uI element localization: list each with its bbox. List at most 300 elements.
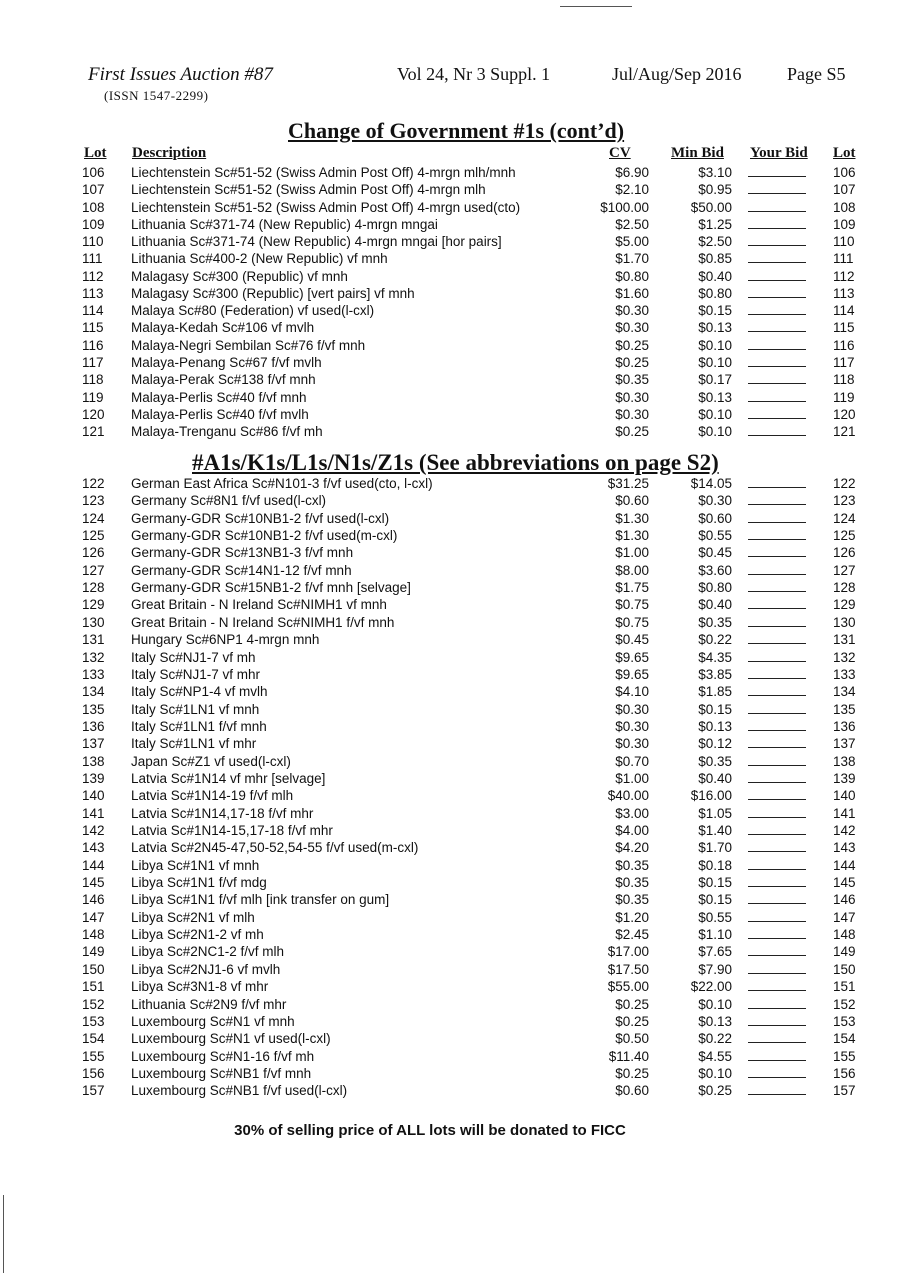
lot-number-right: 133 [833, 666, 856, 682]
lot-row [0, 701, 900, 718]
catalog-value: $0.30 [615, 303, 649, 319]
catalog-value: $1.70 [615, 251, 649, 267]
lot-number-right: 154 [833, 1031, 856, 1047]
your-bid-field[interactable] [748, 406, 806, 419]
your-bid-field[interactable] [748, 891, 806, 904]
lot-row [0, 562, 900, 579]
lot-number-right: 149 [833, 944, 856, 960]
minimum-bid: $0.55 [698, 528, 732, 544]
your-bid-field[interactable] [748, 527, 806, 540]
lot-description: Italy Sc#1LN1 vf mnh [131, 701, 260, 717]
minimum-bid: $0.15 [698, 875, 732, 891]
lot-number: 109 [82, 216, 105, 232]
lot-row [0, 631, 900, 648]
lot-description: Italy Sc#NJ1-7 vf mh [131, 649, 256, 665]
issue-date: Jul/Aug/Sep 2016 [612, 64, 742, 84]
lot-description: Germany-GDR Sc#15NB1-2 f/vf mnh [selvage] [131, 580, 411, 596]
lot-number-right: 110 [833, 234, 855, 250]
lot-row [0, 666, 900, 683]
lot-row [0, 544, 900, 561]
lot-description: Great Britain - N Ireland Sc#NIMH1 vf mnh [131, 597, 387, 613]
lot-description: Malaya-Kedah Sc#106 vf mvlh [131, 320, 315, 336]
your-bid-field[interactable] [748, 302, 806, 315]
your-bid-field[interactable] [748, 961, 806, 974]
column-header-description: Description [132, 145, 207, 161]
your-bid-field[interactable] [748, 787, 806, 800]
catalog-value: $1.30 [615, 528, 649, 544]
lot-number: 123 [82, 493, 105, 509]
lot-row [0, 805, 900, 822]
lot-number: 129 [82, 597, 105, 613]
lot-number: 121 [82, 424, 105, 440]
minimum-bid: $0.60 [698, 510, 732, 526]
lot-description: Italy Sc#NJ1-7 vf mhr [131, 666, 261, 682]
minimum-bid: $0.80 [698, 285, 732, 301]
lot-number-right: 108 [833, 199, 856, 215]
lot-number-right: 139 [833, 770, 856, 786]
lot-number: 140 [82, 788, 105, 804]
lot-number: 143 [82, 840, 105, 856]
lot-number: 136 [82, 718, 105, 734]
minimum-bid: $0.13 [698, 320, 732, 336]
lot-description: Libya Sc#1N1 f/vf mdg [131, 875, 267, 891]
lot-row [0, 909, 900, 926]
lot-description: Lithuania Sc#371-74 (New Republic) 4-mrgn mngai [131, 216, 438, 232]
lot-description: Latvia Sc#2N45-47,50-52,54-55 f/vf used(m-cxl) [131, 840, 419, 856]
minimum-bid: $0.10 [698, 424, 732, 440]
minimum-bid: $0.25 [698, 1083, 732, 1099]
lot-description: Luxembourg Sc#N1 vf used(l-cxl) [131, 1031, 331, 1047]
catalog-value: $0.50 [615, 1031, 649, 1047]
lot-row [0, 216, 900, 233]
minimum-bid: $50.00 [690, 199, 732, 215]
your-bid-field[interactable] [748, 164, 806, 177]
lot-number: 149 [82, 944, 105, 960]
lot-number-right: 112 [833, 268, 855, 284]
lot-number: 119 [82, 389, 104, 405]
edge-rule [3, 1195, 4, 1273]
lot-number: 150 [82, 961, 105, 977]
your-bid-field[interactable] [748, 943, 806, 956]
your-bid-field[interactable] [748, 354, 806, 367]
lot-row [0, 389, 900, 406]
lot-number-right: 148 [833, 927, 856, 943]
your-bid-field[interactable] [748, 319, 806, 332]
lot-number: 137 [82, 736, 105, 752]
lot-description: Germany-GDR Sc#14N1-12 f/vf mnh [131, 562, 352, 578]
catalog-value: $0.35 [615, 857, 649, 873]
minimum-bid: $22.00 [690, 979, 732, 995]
minimum-bid: $0.15 [698, 892, 732, 908]
catalog-value: $11.40 [608, 1048, 649, 1064]
lot-row [0, 978, 900, 995]
column-header-min-bid: Min Bid [671, 145, 724, 161]
your-bid-field[interactable] [748, 562, 806, 575]
your-bid-field[interactable] [748, 1065, 806, 1078]
lot-number-right: 137 [833, 736, 856, 752]
lot-row [0, 250, 900, 267]
lot-number-right: 109 [833, 216, 856, 232]
catalog-value: $0.25 [615, 337, 649, 353]
your-bid-field[interactable] [748, 268, 806, 281]
lot-description: Great Britain - N Ireland Sc#NIMH1 f/vf mnh [131, 614, 395, 630]
lot-row [0, 337, 900, 354]
your-bid-field[interactable] [748, 371, 806, 384]
lot-row [0, 319, 900, 336]
lot-number-right: 141 [833, 805, 856, 821]
catalog-value: $1.60 [615, 285, 649, 301]
lot-description: Libya Sc#2NC1-2 f/vf mlh [131, 944, 285, 960]
lot-description: Liechtenstein Sc#51-52 (Swiss Admin Post Off) 4-mrgn mlh [131, 182, 486, 198]
issn-label: (ISSN 1547-2299) [104, 88, 209, 103]
your-bid-field[interactable] [748, 579, 806, 592]
your-bid-field[interactable] [748, 1082, 806, 1095]
lot-description: Malagasy Sc#300 (Republic) [vert pairs] vf mnh [131, 285, 415, 301]
minimum-bid: $0.12 [698, 736, 732, 752]
catalog-value: $1.75 [615, 580, 649, 596]
catalog-value: $0.30 [615, 406, 649, 422]
your-bid-field[interactable] [748, 389, 806, 402]
catalog-value: $1.00 [615, 545, 649, 561]
catalog-value: $5.00 [615, 234, 649, 250]
lot-description: Germany-GDR Sc#13NB1-3 f/vf mnh [131, 545, 354, 561]
catalog-value: $0.25 [615, 996, 649, 1012]
lot-row [0, 1030, 900, 1047]
catalog-value: $0.30 [615, 320, 649, 336]
minimum-bid: $1.10 [698, 927, 732, 943]
catalog-value: $8.00 [615, 562, 649, 578]
minimum-bid: $0.15 [698, 701, 732, 717]
lot-row [0, 943, 900, 960]
lot-row [0, 406, 900, 423]
your-bid-field[interactable] [748, 544, 806, 557]
minimum-bid: $0.35 [698, 614, 732, 630]
lot-description: Latvia Sc#1N14-19 f/vf mlh [131, 788, 294, 804]
lot-description: Germany-GDR Sc#10NB1-2 f/vf used(l-cxl) [131, 510, 390, 526]
lot-number: 154 [82, 1031, 105, 1047]
lot-number-right: 107 [833, 182, 856, 198]
lot-number: 135 [82, 701, 105, 717]
your-bid-field[interactable] [748, 701, 806, 714]
lot-number: 116 [82, 337, 104, 353]
lot-number: 131 [82, 632, 105, 648]
catalog-value: $3.00 [615, 805, 649, 821]
your-bid-field[interactable] [748, 510, 806, 523]
catalog-value: $0.25 [615, 1013, 649, 1029]
lot-description: German East Africa Sc#N101-3 f/vf used(cto, l-cxl) [131, 476, 433, 491]
catalog-value: $6.90 [615, 165, 649, 180]
your-bid-field[interactable] [748, 216, 806, 229]
your-bid-field[interactable] [748, 250, 806, 263]
catalog-value: $0.30 [615, 736, 649, 752]
your-bid-field[interactable] [748, 996, 806, 1009]
lot-number: 151 [82, 979, 105, 995]
lot-number-right: 140 [833, 788, 856, 804]
catalog-value: $0.35 [615, 875, 649, 891]
lot-description: Libya Sc#2N1 vf mlh [131, 909, 255, 925]
lot-number-right: 120 [833, 406, 856, 422]
lot-number-right: 134 [833, 684, 856, 700]
catalog-value: $9.65 [615, 666, 649, 682]
catalog-value: $0.35 [615, 372, 649, 388]
section-title-change-of-government: Change of Government #1s (cont’d) [288, 118, 625, 143]
lot-number: 113 [82, 285, 104, 301]
lot-description: Liechtenstein Sc#51-52 (Swiss Admin Post Off) 4-mrgn used(cto) [131, 199, 521, 215]
your-bid-field[interactable] [748, 181, 806, 194]
minimum-bid: $4.55 [698, 1048, 732, 1064]
your-bid-field[interactable] [748, 718, 806, 731]
catalog-value: $0.70 [615, 753, 649, 769]
minimum-bid: $0.55 [698, 909, 732, 925]
catalog-value: $17.00 [607, 944, 649, 960]
your-bid-field[interactable] [748, 233, 806, 246]
lot-row [0, 649, 900, 666]
column-header-lot-right: Lot [833, 145, 856, 161]
lot-row [0, 1013, 900, 1030]
lot-description: Libya Sc#2NJ1-6 vf mvlh [131, 961, 281, 977]
lot-number-right: 152 [833, 996, 856, 1012]
lot-number: 145 [82, 875, 105, 891]
lot-row [0, 596, 900, 613]
lot-number: 125 [82, 528, 105, 544]
your-bid-field[interactable] [748, 337, 806, 350]
lot-number: 144 [82, 857, 105, 873]
your-bid-field[interactable] [748, 199, 806, 212]
catalog-value: $1.30 [615, 510, 649, 526]
catalog-value: $2.45 [615, 927, 649, 943]
column-header-cv: CV [609, 145, 631, 161]
volume-label: Vol 24, Nr 3 Suppl. 1 [397, 64, 551, 84]
your-bid-field[interactable] [748, 631, 806, 644]
lot-row [0, 926, 900, 943]
minimum-bid: $3.60 [698, 562, 732, 578]
minimum-bid: $0.18 [698, 857, 732, 873]
your-bid-field[interactable] [748, 753, 806, 766]
your-bid-field[interactable] [748, 822, 806, 835]
your-bid-field[interactable] [748, 285, 806, 298]
lot-row [0, 770, 900, 787]
lot-row [0, 423, 900, 440]
catalog-value: $0.30 [615, 389, 649, 405]
lot-description: Malaya-Perak Sc#138 f/vf mnh [131, 372, 316, 388]
lot-row [0, 475, 900, 492]
lot-row [0, 735, 900, 752]
lot-number: 146 [82, 892, 105, 908]
minimum-bid: $7.90 [698, 961, 732, 977]
lot-number: 152 [82, 996, 105, 1012]
catalog-value: $4.20 [615, 840, 649, 856]
lot-row [0, 787, 900, 804]
lot-row [0, 857, 900, 874]
minimum-bid: $0.40 [698, 770, 732, 786]
minimum-bid: $3.10 [698, 165, 732, 180]
lot-number: 110 [82, 234, 104, 250]
lot-description: Luxembourg Sc#NB1 f/vf mnh [131, 1065, 312, 1081]
minimum-bid: $0.10 [698, 337, 732, 353]
lot-row [0, 492, 900, 509]
lot-number-right: 123 [833, 493, 856, 509]
your-bid-field[interactable] [748, 839, 806, 852]
minimum-bid: $0.35 [698, 753, 732, 769]
your-bid-field[interactable] [748, 423, 806, 436]
minimum-bid: $0.17 [698, 372, 732, 388]
catalog-value: $0.60 [615, 1083, 649, 1099]
lot-number: 120 [82, 406, 105, 422]
your-bid-field[interactable] [748, 492, 806, 505]
minimum-bid: $0.13 [698, 389, 732, 405]
catalog-value: $40.00 [607, 788, 649, 804]
your-bid-field[interactable] [748, 909, 806, 922]
minimum-bid: $0.30 [698, 493, 732, 509]
lot-number: 117 [82, 354, 104, 370]
publication-title: First Issues Auction #87 [88, 64, 273, 85]
lot-row [0, 579, 900, 596]
lot-number-right: 150 [833, 961, 856, 977]
your-bid-field[interactable] [748, 978, 806, 991]
catalog-value: $0.25 [615, 1065, 649, 1081]
lot-row [0, 614, 900, 631]
lot-row [0, 268, 900, 285]
lot-number-right: 155 [833, 1048, 856, 1064]
minimum-bid: $0.40 [698, 597, 732, 613]
your-bid-field[interactable] [748, 857, 806, 870]
lot-number: 128 [82, 580, 105, 596]
catalog-value: $0.45 [615, 632, 649, 648]
lot-row [0, 753, 900, 770]
your-bid-field[interactable] [748, 1048, 806, 1061]
catalog-value: $55.00 [607, 979, 649, 995]
donation-note-text: 30% of selling price of ALL lots will be donated to FICC [234, 1122, 626, 1139]
page-number: Page S5 [787, 64, 846, 84]
your-bid-field[interactable] [748, 1030, 806, 1043]
your-bid-field[interactable] [748, 475, 806, 488]
lot-row [0, 354, 900, 371]
catalog-value: $1.20 [615, 909, 649, 925]
minimum-bid: $1.05 [698, 805, 732, 821]
minimum-bid: $0.40 [698, 268, 732, 284]
minimum-bid: $0.10 [698, 406, 732, 422]
catalog-value: $0.30 [615, 718, 649, 734]
minimum-bid: $4.35 [698, 649, 732, 665]
lot-description: Libya Sc#3N1-8 vf mhr [131, 979, 269, 995]
your-bid-field[interactable] [748, 614, 806, 627]
lot-description: Hungary Sc#6NP1 4-mrgn mnh [131, 632, 320, 648]
column-header-your-bid: Your Bid [750, 145, 808, 161]
lot-description: Libya Sc#2N1-2 vf mh [131, 927, 264, 943]
lot-description: Libya Sc#1N1 f/vf mlh [ink transfer on gum] [131, 892, 390, 908]
lot-description: Latvia Sc#1N14 vf mhr [selvage] [131, 770, 326, 786]
lot-description: Malaya-Trenganu Sc#86 f/vf mh [131, 424, 323, 440]
lot-row [0, 1082, 900, 1099]
catalog-value: $0.75 [615, 597, 649, 613]
lot-row [0, 874, 900, 891]
minimum-bid: $16.00 [690, 788, 732, 804]
your-bid-field[interactable] [748, 666, 806, 679]
minimum-bid: $0.45 [698, 545, 732, 561]
your-bid-field[interactable] [748, 805, 806, 818]
catalog-value: $0.25 [615, 424, 649, 440]
lot-number: 139 [82, 770, 105, 786]
lot-number-right: 128 [833, 580, 856, 596]
lot-description: Germany-GDR Sc#10NB1-2 f/vf used(m-cxl) [131, 528, 398, 544]
lot-number: 132 [82, 649, 105, 665]
lot-row [0, 371, 900, 388]
your-bid-field[interactable] [748, 649, 806, 662]
lot-number: 122 [82, 476, 105, 491]
lot-description: Malaya-Perlis Sc#40 f/vf mvlh [131, 406, 309, 422]
lot-number: 118 [82, 372, 104, 388]
catalog-value: $0.25 [615, 354, 649, 370]
lot-number-right: 116 [833, 337, 855, 353]
lot-number: 155 [82, 1048, 105, 1064]
lot-number-right: 138 [833, 753, 856, 769]
lot-row [0, 527, 900, 544]
your-bid-field[interactable] [748, 596, 806, 609]
lot-number: 107 [82, 182, 105, 198]
lot-number: 111 [82, 251, 103, 267]
catalog-value: $0.30 [615, 701, 649, 717]
lot-number-right: 106 [833, 165, 856, 180]
lot-row [0, 1065, 900, 1082]
minimum-bid: $0.10 [698, 1065, 732, 1081]
lot-number-right: 145 [833, 875, 856, 891]
lot-number-right: 142 [833, 823, 856, 838]
lot-row [0, 285, 900, 302]
lot-number-right: 132 [833, 649, 856, 665]
lot-number: 134 [82, 684, 105, 700]
minimum-bid: $14.05 [690, 476, 732, 491]
lot-description: Germany Sc#8N1 f/vf used(l-cxl) [131, 493, 327, 509]
minimum-bid: $0.13 [698, 718, 732, 734]
lot-row [0, 164, 900, 181]
lot-description: Italy Sc#1LN1 vf mhr [131, 736, 257, 752]
minimum-bid: $0.80 [698, 580, 732, 596]
catalog-value: $4.00 [615, 823, 649, 838]
lot-row [0, 302, 900, 319]
your-bid-field[interactable] [748, 1013, 806, 1026]
minimum-bid: $0.13 [698, 1013, 732, 1029]
lot-number-right: 113 [833, 285, 855, 301]
lot-description: Japan Sc#Z1 vf used(l-cxl) [131, 753, 291, 769]
lot-number-right: 144 [833, 857, 856, 873]
catalog-value: $17.50 [607, 961, 649, 977]
catalog-value: $9.65 [615, 649, 649, 665]
lot-description: Luxembourg Sc#N1 vf mnh [131, 1013, 295, 1029]
lot-description: Latvia Sc#1N14-15,17-18 f/vf mhr [131, 823, 333, 838]
your-bid-field[interactable] [748, 683, 806, 696]
catalog-value: $100.00 [600, 199, 649, 215]
your-bid-field[interactable] [748, 874, 806, 887]
lot-description: Liechtenstein Sc#51-52 (Swiss Admin Post Off) 4-mrgn mlh/mnh [131, 165, 516, 180]
lot-description: Latvia Sc#1N14,17-18 f/vf mhr [131, 805, 314, 821]
lot-number-right: 121 [833, 424, 856, 440]
lot-number: 108 [82, 199, 105, 215]
minimum-bid: $0.15 [698, 303, 732, 319]
your-bid-field[interactable] [748, 770, 806, 783]
lot-row [0, 510, 900, 527]
lot-number: 156 [82, 1065, 105, 1081]
your-bid-field[interactable] [748, 735, 806, 748]
minimum-bid: $0.95 [698, 182, 732, 198]
your-bid-field[interactable] [748, 926, 806, 939]
lot-number: 148 [82, 927, 105, 943]
catalog-value: $0.80 [615, 268, 649, 284]
lot-description: Luxembourg Sc#N1-16 f/vf mh [131, 1048, 315, 1064]
lot-number-right: 143 [833, 840, 856, 856]
lot-number-right: 156 [833, 1065, 856, 1081]
lot-number-right: 131 [833, 632, 856, 648]
minimum-bid: $0.22 [698, 632, 732, 648]
